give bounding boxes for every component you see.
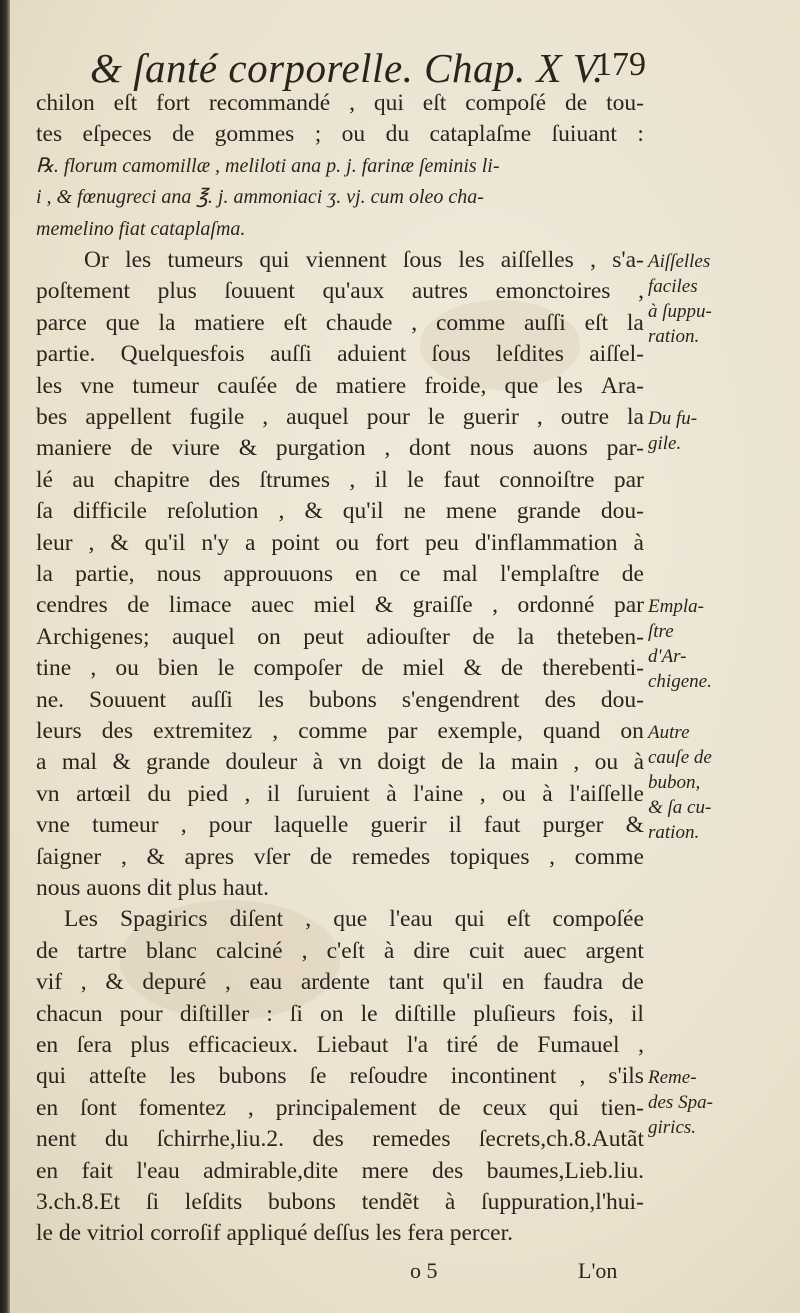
margin-note-line: gile. xyxy=(648,433,682,454)
margin-note-line: & ſa cu- xyxy=(648,797,712,818)
margin-note-line: des Spa- xyxy=(648,1092,713,1114)
text-line: bes appellent fugile , auquel pour le guerir , outre la xyxy=(36,404,644,430)
catchword: L'on xyxy=(578,1258,618,1283)
margin-note xyxy=(648,720,788,845)
text-line: memelino fiat cataplaſma. xyxy=(36,217,246,240)
margin-note-line: Aiſſelles xyxy=(648,251,711,272)
margin-note xyxy=(648,249,788,349)
margin-note-line: faciles xyxy=(648,276,698,297)
text-line: en ſont fomentez , principalement de ceux qui tien- xyxy=(36,1094,644,1121)
margin-note-line: d'Ar- xyxy=(648,646,687,668)
margin-note-line: Empla- xyxy=(648,596,704,618)
signature-mark: o 5 xyxy=(410,1258,438,1283)
text-line: qui atteſte les bubons ſe reſoudre incontinent , s'ils xyxy=(36,1063,644,1090)
text-line: vif , & depuré , eau ardente tant qu'il en faudra de xyxy=(36,969,644,996)
margin-note-line: cauſe de xyxy=(648,747,712,768)
text-line: leur , & qu'il n'y a point ou fort peu d'inflammation à xyxy=(36,529,644,556)
margin-note xyxy=(648,406,788,456)
text-line: Archigenes; auquel on peut adiouſter de la theteben- xyxy=(36,623,644,650)
text-line: la partie, nous approuuons en ce mal l'emplaſtre de xyxy=(36,561,644,587)
text-line: poſtement plus ſouuent qu'aux autres emonctoires , xyxy=(36,278,644,305)
margin-note xyxy=(648,594,788,694)
text-line: le de vitriol corroſif appliqué deſſus les fera percer. xyxy=(36,1220,513,1247)
text-line: Or les tumeurs qui viennent ſous les aiſſelles , s'a- xyxy=(84,247,644,273)
text-line: de tartre blanc calciné , c'eſt à dire cuit auec argent xyxy=(36,937,644,964)
text-line: ſaigner , & apres vſer de remedes topiques , comme xyxy=(36,843,644,870)
page-number: 179 xyxy=(595,46,646,83)
text-line: chilon eſt fort recommandé , qui eſt compoſé de tou- xyxy=(36,90,644,116)
margin-note-line: à ſuppu- xyxy=(648,301,712,322)
text-line: ſa difficile reſolution , & qu'il ne mene grande dou- xyxy=(36,498,644,525)
text-line: leurs des extremitez , comme par exemple, quand on xyxy=(36,718,644,744)
text-line: les vne tumeur cauſée de matiere froide, que les Ara- xyxy=(36,372,644,399)
margin-note-line: girics. xyxy=(648,1117,697,1139)
text-line: lé au chapitre des ſtrumes , il le faut connoiſtre par xyxy=(36,466,644,493)
text-line: i , & fœnugreci ana ℥. j. ammoniaci ʒ. vj. cum oleo cha- xyxy=(36,186,484,209)
margin-note-line: ration. xyxy=(648,822,700,843)
margin-note-line: chigene. xyxy=(648,671,712,693)
book-binding-edge xyxy=(0,0,10,1313)
text-line: en fait l'eau admirable,dite mere des baumes,Lieb.liu. xyxy=(36,1157,644,1184)
running-header xyxy=(80,44,680,94)
text-line: parce que la matiere eſt chaude , comme auſſi eſt la xyxy=(36,309,644,336)
margin-note-line: Du fu- xyxy=(648,408,698,429)
margin-note-line: bubon, xyxy=(648,772,701,793)
text-line: maniere de viure & purgation , dont nous auons par- xyxy=(36,435,644,462)
text-line: nous auons dit plus haut. xyxy=(36,875,270,901)
text-line: ne. Souuent auſſi les bubons s'engendrent des dou- xyxy=(36,686,644,713)
text-line: chacun pour diſtiller : ſi on le diſtille pluſieurs fois, il xyxy=(36,1000,644,1027)
margin-note-line: Autre xyxy=(648,722,690,743)
text-line: ℞. florum camomillæ , meliloti ana p. j. farinæ ſeminis li- xyxy=(36,154,500,177)
margin-note-line: ration. xyxy=(648,326,700,347)
margin-note-line: Reme- xyxy=(648,1067,697,1089)
margin-note-line: ſtre xyxy=(648,621,674,643)
text-line: cendres de limace auec miel & graiſſe , ordonné par xyxy=(36,592,644,619)
margin-note xyxy=(648,1065,788,1140)
text-line: en ſera plus efficacieux. Liebaut l'a tiré de Fumauel , xyxy=(36,1032,644,1058)
text-line: partie. Quelquesfois auſſi aduient ſous leſdites aiſſel- xyxy=(36,341,644,368)
text-line: tes eſpeces de gommes ; ou du cataplaſme ſuiuant : xyxy=(36,121,644,148)
text-line: vn artœil du pied , il ſuruient à l'aine , ou à l'aiſſelle xyxy=(36,780,644,807)
text-line: tine , ou bien le compoſer de miel & de therebenti- xyxy=(36,655,644,682)
text-line: 3.ch.8.Et ſi leſdits bubons tendẽt à ſuppuration,l'hui- xyxy=(36,1189,644,1215)
text-line: nent du ſchirrhe,liu.2. des remedes ſecrets,ch.8.Autãt xyxy=(36,1126,644,1153)
text-line: Les Spagirics diſent , que l'eau qui eſt compoſée xyxy=(64,906,644,933)
text-line: vne tumeur , pour laquelle guerir il faut purger & xyxy=(36,812,644,839)
running-title: & ſanté corporelle. Chap. X V. xyxy=(90,45,604,91)
text-line: a mal & grande douleur à vn doigt de la main , ou à xyxy=(36,749,644,776)
